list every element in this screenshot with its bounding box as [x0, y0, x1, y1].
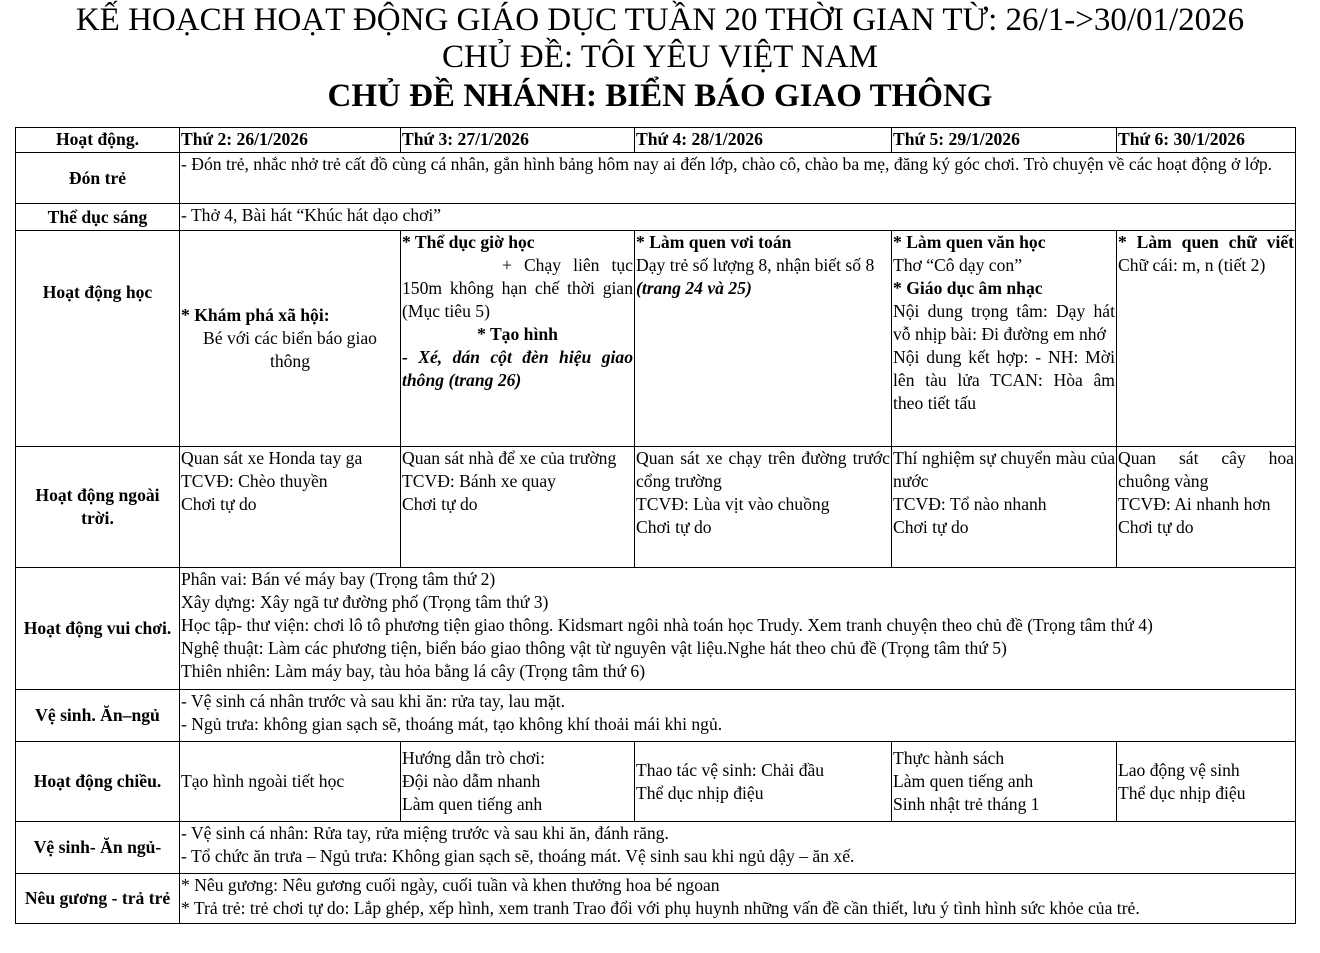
vui-choi-line: Phân vai: Bán vé máy bay (Trọng tâm thứ 2) — [181, 569, 496, 589]
ngoai-troi-wednesday-line: TCVĐ: Lùa vịt vào chuồng — [636, 494, 830, 514]
hoc-thursday-heading-2: * Giáo dục âm nhạc — [893, 278, 1043, 298]
hoc-thursday — [892, 231, 1117, 447]
row-label-ngoai-troi: Hoạt động ngoài trời. — [16, 447, 180, 568]
neu-guong-content — [180, 874, 1296, 924]
hoc-tuesday — [401, 231, 635, 447]
hoc-monday-heading: * Khám phá xã hội: — [181, 305, 330, 325]
chieu-tuesday-line: Làm quen tiếng anh — [402, 794, 543, 814]
row-label-ve-sinh-1: Vệ sinh. Ăn–ngủ — [16, 690, 180, 742]
chieu-friday-line: Lao động vệ sinh — [1118, 759, 1240, 780]
hoc-tuesday-text-1: + Chạy liên tục 150m không hạn chế thời gian (Mục tiêu 5) — [402, 255, 633, 321]
neu-guong-line: * Nêu gương: Nêu gương cuối ngày, cuối tuần và khen thưởng hoa bé ngoan — [181, 875, 720, 895]
hoc-thursday-text-2: Nội dung trọng tâm: Dạy hát vỗ nhịp bài: Đi đường em nhớ — [893, 301, 1115, 344]
chieu-wednesday — [635, 742, 892, 822]
ve-sinh-2-line: - Tổ chức ăn trưa – Ngủ trưa: Không gian sạch sẽ, thoáng mát. Vệ sinh sau khi ngủ dậy – ăn xế. — [181, 846, 855, 866]
row-neu-guong — [16, 874, 1296, 924]
chieu-monday-line: Tạo hình ngoài tiết học — [181, 771, 345, 791]
weekly-plan-table — [15, 127, 1296, 924]
ngoai-troi-monday-line: Chơi tự do — [181, 494, 257, 514]
chieu-friday — [1117, 742, 1296, 822]
chieu-tuesday-line: Hướng dẫn trò chơi: — [402, 748, 545, 768]
chieu-thursday-line: Thực hành sách — [893, 748, 1005, 768]
vui-choi-content — [180, 568, 1296, 690]
ngoai-troi-thursday-line: Thí nghiệm sự chuyển màu của nước — [893, 448, 1115, 491]
ngoai-troi-thursday — [892, 447, 1117, 568]
title-week-plan: KẾ HOẠCH HOẠT ĐỘNG GIÁO DỤC TUẦN 20 THỜI GIAN TỪ: 26/1->30/01/2026 — [75, 2, 1245, 38]
ngoai-troi-wednesday-line: Chơi tự do — [636, 517, 712, 537]
ngoai-troi-tuesday-line: Chơi tự do — [402, 494, 478, 514]
col-header-tuesday: Thứ 3: 27/1/2026 — [401, 128, 635, 153]
hoc-friday-text: Chữ cái: m, n (tiết 2) — [1118, 255, 1266, 275]
ve-sinh-1-content — [180, 690, 1296, 742]
row-label-neu-guong: Nêu gương - trả trẻ — [16, 874, 180, 924]
row-chieu — [16, 742, 1296, 822]
ngoai-troi-monday — [180, 447, 401, 568]
ve-sinh-2-content — [180, 822, 1296, 874]
col-header-friday: Thứ 6: 30/1/2026 — [1117, 128, 1296, 153]
ve-sinh-2-line: - Vệ sinh cá nhân: Rửa tay, rửa miệng trước và sau khi ăn, đánh răng. — [181, 823, 669, 843]
ngoai-troi-thursday-line: TCVĐ: Tổ nào nhanh — [893, 494, 1047, 514]
ngoai-troi-wednesday — [635, 447, 892, 568]
table-header-row — [16, 128, 1296, 153]
row-label-don-tre: Đón trẻ — [16, 153, 180, 204]
hoc-wednesday-heading: * Làm quen vơi toán — [636, 232, 792, 252]
ngoai-troi-tuesday-line: TCVĐ: Bánh xe quay — [402, 471, 556, 491]
hoc-wednesday — [635, 231, 892, 447]
ve-sinh-1-line: - Vệ sinh cá nhân trước và sau khi ăn: rửa tay, lau mặt. — [181, 691, 566, 711]
ngoai-troi-friday — [1117, 447, 1296, 568]
hoc-wednesday-page: (trang 24 và 25) — [636, 278, 752, 298]
row-ve-sinh-1 — [16, 690, 1296, 742]
ngoai-troi-friday-line: Quan sát cây hoa chuông vàng — [1118, 448, 1294, 491]
neu-guong-line: * Trả trẻ: trẻ chơi tự do: Lắp ghép, xếp hình, xem tranh Trao đổi với phụ huynh những vấn đề cần thiết, lưu ý tình hình sức khỏe của trẻ. — [181, 898, 1140, 918]
col-header-monday: Thứ 2: 26/1/2026 — [180, 128, 401, 153]
hoc-thursday-heading-1: * Làm quen văn học — [893, 232, 1046, 252]
chieu-thursday-line: Làm quen tiếng anh — [893, 771, 1034, 791]
hoc-friday — [1117, 231, 1296, 447]
hoc-monday — [180, 231, 401, 447]
row-label-ve-sinh-2: Vệ sinh- Ăn ngủ- — [16, 822, 180, 874]
ngoai-troi-wednesday-line: Quan sát xe chạy trên đường trước cổng trường — [636, 448, 890, 491]
hoc-thursday-text-1: Thơ “Cô dạy con” — [893, 255, 1022, 275]
row-don-tre — [16, 153, 1296, 204]
row-ngoai-troi — [16, 447, 1296, 568]
hoc-tuesday-text-2: - Xé, dán cột đèn hiệu giao thông (trang 26) — [402, 347, 633, 390]
row-label-the-duc-sang: Thể dục sáng — [16, 204, 180, 231]
don-tre-content: - Đón trẻ, nhắc nhở trẻ cất đồ cùng cá nhân, gắn hình bảng hôm nay ai đến lớp, chào cô, chào ba mẹ, đăng ký góc chơi. Trò chuyện về các hoạt động ở lớp. — [180, 153, 1296, 204]
chieu-tuesday — [401, 742, 635, 822]
chieu-wednesday-line: Thao tác vệ sinh: Chải đầu — [636, 759, 825, 780]
col-header-wednesday: Thứ 4: 28/1/2026 — [635, 128, 892, 153]
page-header — [0, 0, 1320, 116]
hoc-friday-heading: * Làm quen chữ viết — [1118, 232, 1294, 252]
ngoai-troi-friday-line: TCVĐ: Ai nhanh hơn — [1118, 494, 1271, 514]
row-hoat-dong-hoc — [16, 231, 1296, 447]
vui-choi-line: Thiên nhiên: Làm máy bay, tàu hỏa bằng lá cây (Trọng tâm thứ 6) — [181, 661, 646, 681]
row-vui-choi — [16, 568, 1296, 690]
hoc-wednesday-text: Dạy trẻ số lượng 8, nhận biết số 8 — [636, 255, 875, 275]
ngoai-troi-tuesday — [401, 447, 635, 568]
ngoai-troi-tuesday-line: Quan sát nhà để xe của trường — [402, 448, 617, 468]
ngoai-troi-thursday-line: Chơi tự do — [893, 517, 969, 537]
title-sub-theme: CHỦ ĐỀ NHÁNH: BIỂN BÁO GIAO THÔNG — [327, 78, 993, 114]
chieu-wednesday-line: Thể dục nhịp điệu — [636, 782, 764, 803]
ngoai-troi-monday-line: TCVĐ: Chèo thuyền — [181, 471, 328, 491]
vui-choi-line: Học tập- thư viện: chơi lô tô phương tiện giao thông. Kidsmart ngôi nhà toán học Trudy. Xem tranh chuyện theo chủ đề (Trọng tâm thứ 4) — [181, 615, 1153, 635]
row-the-duc-sang — [16, 204, 1296, 231]
ve-sinh-1-line: - Ngủ trưa: không gian sạch sẽ, thoáng mát, tạo không khí thoải mái khi ngủ. — [181, 714, 723, 734]
ngoai-troi-friday-line: Chơi tự do — [1118, 517, 1194, 537]
vui-choi-line: Xây dựng: Xây ngã tư đường phố (Trọng tâm thứ 3) — [181, 592, 549, 612]
chieu-thursday-line: Sinh nhật trẻ tháng 1 — [893, 794, 1040, 814]
ngoai-troi-monday-line: Quan sát xe Honda tay ga — [181, 448, 363, 468]
hoc-monday-text: Bé với các biển báo giao thông — [203, 328, 377, 371]
row-label-vui-choi: Hoạt động vui chơi. — [16, 568, 180, 690]
col-header-activity: Hoạt động. — [16, 128, 180, 153]
hoc-tuesday-heading-1: * Thể dục giờ học — [402, 232, 535, 252]
chieu-friday-line: Thể dục nhịp điệu — [1118, 782, 1246, 803]
title-theme: CHỦ ĐỀ: TÔI YÊU VIỆT NAM — [441, 39, 878, 75]
the-duc-sang-content: - Thở 4, Bài hát “Khúc hát dạo chơi” — [180, 204, 1296, 231]
row-ve-sinh-2 — [16, 822, 1296, 874]
chieu-monday — [180, 742, 401, 822]
hoc-thursday-text-3: Nội dung kết hợp: - NH: Mời lên tàu lửa TCAN: Hòa âm theo tiết tấu — [893, 347, 1115, 413]
row-label-hoat-dong-hoc: Hoạt động học — [16, 231, 180, 447]
chieu-tuesday-line: Đội nào dẫm nhanh — [402, 771, 541, 791]
row-label-chieu: Hoạt động chiều. — [16, 742, 180, 822]
vui-choi-line: Nghệ thuật: Làm các phương tiện, biển báo giao thông vật từ nguyên vật liệu.Nghe hát theo chủ đề (Trọng tâm thứ 5) — [181, 638, 1007, 658]
hoc-tuesday-heading-2: * Tạo hình — [477, 324, 558, 344]
col-header-thursday: Thứ 5: 29/1/2026 — [892, 128, 1117, 153]
chieu-thursday — [892, 742, 1117, 822]
